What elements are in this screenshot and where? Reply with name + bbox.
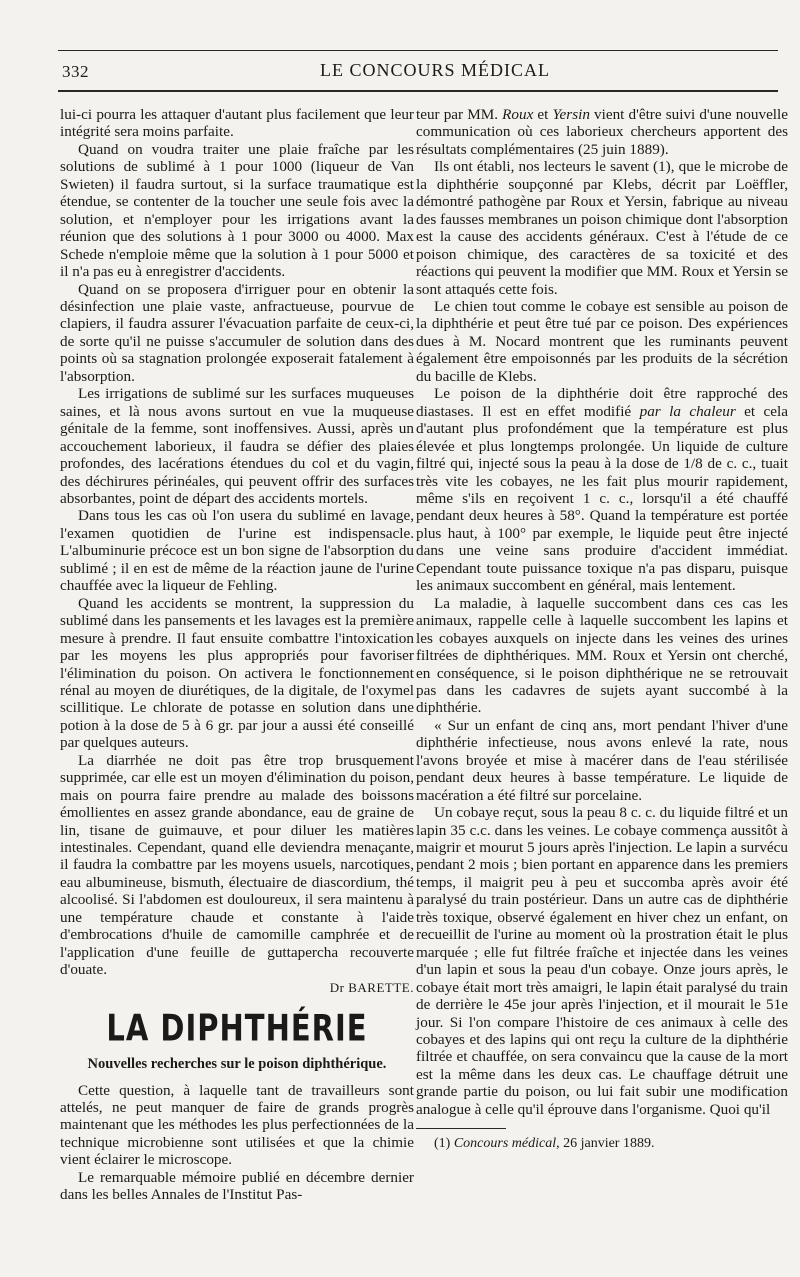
paragraph: Le poison de la diphthérie doit être rapproché des diastases. Il est en effet modifié par la chaleur et cela d'autant plus profondément que la température est plus élevée et plus longtemps prolongée. Un liquide de culture filtré qui, injecté sous la peau à la dose de 1/8 de c. c., tuait très vite les cobayes, ne les fait plus mourir rapidement, même s'ils en reçoivent 1 c. c., lorsqu'il a été chauffé pendant deux heures à 58°. Quand la température est portée plus haut, à 100° par exemple, le liquide peut être injecté dans une veine sans produire d'accident immédiat. Cependant toute puissance toxique n'a pas disparu, puisque les animaux succombent en général, mais lentement. xyxy=(416,385,788,595)
paragraph: Ils ont établi, nos lecteurs le savent (1), que le microbe de la diphthérie soupçonné par Klebs, décrit par Loëffler, démontré pathogène par Roux et Yersin, fabrique au niveau des fausses membranes un poison chimique dont l'absorption est la cause des accidents généraux. C'est à l'étude de ce poison chimique, des caractères de sa toxicité et des réactions qui peuvent la modifier que MM. Roux et Yersin se sont attaqués cette fois. xyxy=(416,158,788,298)
footnote-rule xyxy=(416,1128,506,1129)
footnote: (1) Concours médical, 26 janvier 1889. xyxy=(434,1136,655,1152)
paragraph: La maladie, à laquelle succombent dans ces cas les animaux, rappelle celle à laquelle succombent les lapins et les cobayes auxquels on injecte dans les veines des urines filtrées de diphthériques. MM. Roux et Yersin ont cherché, en conséquence, si le poison diphthérique ne se retrouvait pas dans les cadavres de sujets ayant succombé à la diphthérie. xyxy=(416,594,788,717)
paragraph: Un cobaye reçut, sous la peau 8 c. c. du liquide filtré et un lapin 35 c.c. dans les veines. Le cobaye commença aussitôt à maigrir et mourut 5 jours après l'injection. Le lapin a survécu pendant 2 mois ; bien portant en apparence dans les premiers temps, il maigrit peu à peu et succomba après avoir été paralysé du train postérieur. Dans un autre cas de diphthérie très toxique, observé également en hiver chez un enfant, on recueillit de l'urine au moment où la prostration était le plus marquée ; elle fut filtrée fraîche et injectée dans les veines d'un lapin et sous la peau d'un cobaye. Onze jours après, le cobaye était mort très amaigri, le lapin était paralysé du train de derrière le 45e jour après l'injection, et il mourait le 51e jour. Si l'on compare l'histoire de ces animaux à celle des cobayes et des lapins qui ont reçu la culture de la diphthérie filtrée et chauffée, on sera convaincu que la cause de la mort est la même dans les deux cas. Le chauffage détruit une grande partie du poison, ou lui fait subir une modification analogue à celle qu'il éprouve dans l'organisme. Quoi qu'il xyxy=(416,804,788,1118)
paragraph: La diarrhée ne doit pas être trop brusquement supprimée, car elle est un moyen d'élimination du poison, mais on pourra faire prendre au malade des boissons émollientes en assez grande abondance, eau de graine de lin, tisane de guimauve, et pour diluer les matières intestinales. Cependant, quand elle deviendra menaçante, il faudra la combattre par les moyens usuels, narcotiques, eau albumineuse, bismuth, électuaire de diascordium, thé alcoolisé. Si l'abdomen est douloureux, il sera maintenu à une température chaude et constante à l'aide d'embrocations d'huile de camomille camphrée et de l'application d'une feuille de guttapercha recouverte d'ouate. xyxy=(60,751,414,979)
right-column xyxy=(416,106,788,1196)
paragraph: Dans tous les cas où l'on usera du sublimé en lavage, l'examen quotidien de l'urine est indispensacle. L'albuminurie précoce est un bon signe de l'absorption du sublimé ; il en est de même de la réaction jaune de l'urine chauffée avec la liqueur de Fehling. xyxy=(60,507,414,595)
paragraph: Quand on se proposera d'irriguer pour en obtenir la désinfection une plaie vaste, anfractueuse, pourvue de clapiers, il faudra assurer l'évacuation parfaite de ceux-ci, de sorte qu'il ne puisse s'accumuler de solution dans des points où sa stagnation prolongée exposerait fatalement à l'absorption. xyxy=(60,280,414,385)
left-column xyxy=(60,106,414,1204)
paragraph: « Sur un enfant de cinq ans, mort pendant l'hiver d'une diphthérie infectieuse, nous avons enlevé la rate, nous l'avons broyée et mise à macérer dans de l'eau stérilisée pendant deux heures à basse température. Le liquide de macération a été filtré sur porcelaine. xyxy=(416,716,788,804)
author-signature: Dr BARETTE. xyxy=(329,979,414,995)
paragraph: Quand les accidents se montrent, la suppression du sublimé dans les pansements et les lavages est la première mesure à prendre. Il faut ensuite combattre l'intoxication par les moyens les plus appropriés pour favoriser l'élimination du poison. On activera le fonctionnement rénal au moyen de diurétiques, de la digitale, de l'oxymel scillitique. Le chlorate de potasse en solution dans une potion à la dose de 5 à 6 gr. par jour a aussi été conseillé par quelques auteurs. xyxy=(60,594,414,752)
running-title: LE CONCOURS MÉDICAL xyxy=(320,60,551,80)
article-subtitle: Nouvelles recherches sur le poison diphthérique. xyxy=(87,1055,387,1072)
paragraph: Les irrigations de sublimé sur les surfaces muqueuses saines, et là nous avons surtout en vue la muqueuse génitale de la femme, sont inoffensives. Aussi, après un accouchement laborieux, il faudra se défier des plaies profondes, des lacérations étendues du col et du vagin, des déchirures périnéales, qui peuvent offrir des surfaces absorbantes, point de départ des accidents mortels. xyxy=(60,385,414,507)
header-rule xyxy=(58,90,778,92)
page-number: 332 xyxy=(62,62,89,81)
paragraph: Le remarquable mémoire publié en décembre dernier dans les belles Annales de l'Institut Pas- xyxy=(60,1168,414,1204)
paragraph: Cette question, à laquelle tant de travailleurs sont attelés, ne peut manquer de faire de grands progrès maintenant que les méthodes les plus perfectionnées de la technique microbienne sont utilisées et que la chimie vient éclairer le microscope. xyxy=(60,1081,414,1169)
paragraph: teur par MM. Roux et Yersin vient d'être suivi d'une nouvelle communication où ces laborieux chercheurs apportent des résultats complémentaires (25 juin 1889). xyxy=(416,106,788,158)
article-title: LA DIPHTHÉRIE xyxy=(106,1006,368,1050)
top-rule xyxy=(58,50,778,51)
paragraph: Le chien tout comme le cobaye est sensible au poison de la diphthérie et peut être tué par ce poison. Des expériences dues à M. Nocard montrent que les ruminants peuvent également être empoisonnés par les produits de la sécrétion du bacille de Klebs. xyxy=(416,297,788,385)
paragraph: lui-ci pourra les attaquer d'autant plus facilement que leur intégrité sera moins parfaite. xyxy=(60,106,414,141)
paragraph: Quand on voudra traiter une plaie fraîche par les solutions de sublimé à 1 pour 1000 (liqueur de Van Swieten) il faudra surtout, si la surface traumatique est étendue, se contenter de la toucher une seule fois avec la solution, et n'employer pour les irrigations avant la réunion que des solutions à 1 pour 3000 ou 4000. Max Schede n'emploie même que la solution à 1 pour 5000 et il n'a pas eu à enregistrer d'accidents. xyxy=(60,140,414,281)
